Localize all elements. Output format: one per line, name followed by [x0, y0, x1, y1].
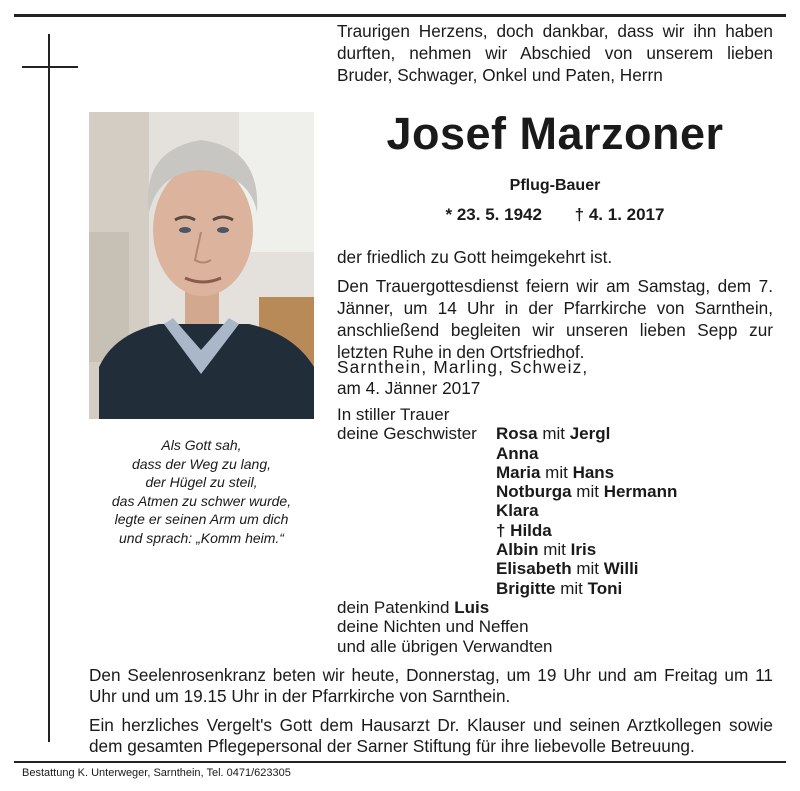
sibling-row [337, 540, 677, 559]
place-line: Sarnthein, Marling, Schweiz, [337, 357, 589, 377]
cross-icon-bar [22, 66, 78, 68]
rosary-text: Den Seelenrosenkranz beten wir heute, Donnerstag, um 19 Uhr und am Freitag um 11 Uhr und um 19.15 Uhr in der Pfarrkirche von Sarnthein. [89, 665, 773, 706]
date-line: am 4. Jänner 2017 [337, 378, 481, 398]
sibling-row [337, 559, 677, 578]
closing-text [89, 665, 773, 765]
sibling-row [337, 444, 677, 463]
thanks-text: Ein herzliches Vergelt's Gott dem Hausarzt Dr. Klauser und seinen Arztkollegen sowie dem gesamten Pflegepersonal der Sarner Stiftung für ihre liebevolle Betreuung. [89, 715, 773, 756]
passed-line: der friedlich zu Gott heimgekehrt ist. [337, 247, 613, 267]
joiner: mit [542, 424, 565, 444]
poem-line: dass der Weg zu lang, [131, 455, 272, 472]
sibling-name: Anna [496, 443, 539, 463]
relatives-row: und alle übrigen Verwandten [337, 636, 553, 656]
place-date [337, 357, 588, 399]
godchild-name: Luis [454, 597, 490, 617]
sibling-partner: Hermann [603, 482, 678, 502]
poem-line: das Atmen zu schwer wurde, [111, 492, 292, 509]
siblings-label: deine Geschwister [337, 424, 477, 444]
sibling-name: Elisabeth [496, 559, 572, 579]
sibling-partner: Hans [572, 462, 615, 482]
sibling-partner: Jergl [569, 424, 611, 444]
poem [89, 436, 314, 547]
joiner: mit [576, 482, 599, 502]
sibling-row [337, 521, 677, 540]
poem-line: Als Gott sah, [161, 437, 242, 453]
death-date: † 4. 1. 2017 [574, 205, 665, 224]
sibling-row [337, 424, 677, 443]
joiner: mit [560, 578, 583, 598]
sibling-row [337, 482, 677, 501]
sibling-row [337, 579, 677, 598]
undertaker-credit: Bestattung K. Unterweger, Sarnthein, Tel. 0471/623305 [22, 767, 291, 779]
sibling-name: Rosa [496, 424, 538, 444]
joiner: mit [543, 540, 566, 560]
sibling-name: Notburga [496, 482, 572, 502]
intro-text: Traurigen Herzens, doch dankbar, dass wir ihn haben durften, nehmen wir Abschied von unserem lieben Bruder, Schwager, Onkel und Paten, Herrn [337, 21, 773, 85]
poem-line: der Hügel zu steil, [145, 474, 258, 490]
godchild-label: dein Patenkind [337, 597, 450, 617]
sibling-name: Klara [496, 501, 539, 521]
joiner: mit [545, 462, 568, 482]
sibling-row [337, 463, 677, 482]
nieces-row: deine Nichten und Neffen [337, 617, 529, 637]
deceased-name: Josef Marzoner [386, 108, 724, 159]
mourning-intro: In stiller Trauer [337, 405, 450, 424]
funeral-service-text: Den Trauergottesdienst feiern wir am Samstag, dem 7. Jänner, um 14 Uhr in der Pfarrkirche von Sarnthein, anschließend begleiten wir unseren lieben Sepp zur letzten Ruhe in den Ortsfriedhof. [337, 276, 773, 362]
birth-date: * 23. 5. 1942 [445, 205, 542, 224]
sibling-name: Maria [496, 462, 541, 482]
mourners-list [337, 405, 677, 656]
announcement-body [337, 246, 773, 370]
sibling-name: † Hilda [496, 520, 552, 540]
poem-line: und sprach: „Komm heim.“ [119, 529, 284, 546]
sibling-name: Albin [496, 540, 539, 560]
sibling-partner: Toni [587, 578, 623, 598]
godchild-row [337, 598, 677, 617]
sibling-name: Brigitte [496, 578, 556, 598]
sibling-partner: Iris [570, 540, 597, 560]
life-dates [337, 205, 773, 225]
cross-icon [48, 34, 50, 742]
sibling-row [337, 501, 677, 520]
sibling-partner: Willi [603, 559, 639, 579]
farm-name: Pflug-Bauer [509, 177, 601, 194]
portrait-photo [89, 112, 314, 419]
poem-line: legte er seinen Arm um dich [114, 511, 289, 527]
joiner: mit [576, 559, 599, 579]
